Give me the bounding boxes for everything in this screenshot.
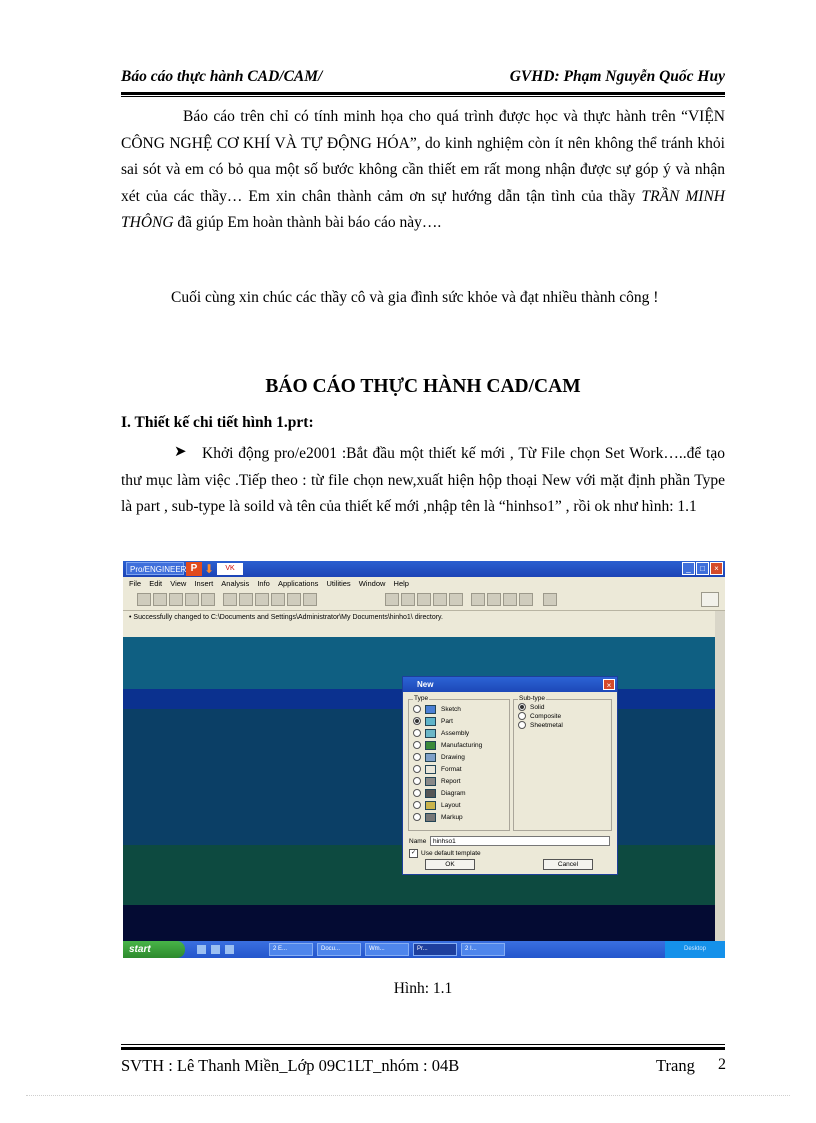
intro-text-a: Báo cáo trên chỉ có tính minh họa cho quá trình được học và thực hành trên “VIỆN CÔNG NGHỆ CƠ KHÍ VÀ TỰ ĐỘNG HÓA”, do kinh nghiệm còn ít nên không thể tránh khỏi sai sót và em có bỏ qua một số bước không cần thiết em rất mong nhận được sự góp ý và nhận xét của các thầy… Em xin chân thành cảm ơn sự hướng dẫn tận tình của thầy — [121, 108, 725, 205]
taskbar-item: 2 I... — [461, 943, 505, 956]
header-left: Báo cáo thực hành CAD/CAM/ — [121, 68, 323, 85]
taskbar-item: Docu... — [317, 943, 361, 956]
type-option: Part — [413, 716, 453, 727]
report-title: BÁO CÁO THỰC HÀNH CAD/CAM — [265, 376, 581, 397]
app-title: Pro/ENGINEER — [126, 562, 184, 575]
subtype-label: Sub-type — [519, 695, 546, 702]
footer-left: SVTH : Lê Thanh Miền_Lớp 09C1LT_nhóm : 04B — [121, 1056, 460, 1075]
taskbar-item: Wm... — [365, 943, 409, 956]
whats-this-icon — [543, 593, 557, 606]
datum-planes-icon — [471, 593, 485, 606]
header-rule-thick — [121, 92, 725, 95]
menu-info: Info — [257, 579, 270, 588]
quicklaunch-icon — [225, 945, 234, 954]
closing-paragraph: Cuối cùng xin chúc các thầy cô và gia đình sức khỏe và đạt nhiều thành công ! — [171, 289, 659, 306]
new-dialog — [402, 676, 618, 875]
type-option: Layout — [413, 800, 461, 811]
type-option: Drawing — [413, 752, 465, 763]
vk-label: VK — [217, 563, 243, 575]
type-option: Format — [413, 764, 462, 775]
wireframe-icon — [385, 593, 399, 606]
hidden-line-icon — [401, 593, 415, 606]
header-right: GVHD: Phạm Nguyễn Quốc Huy — [509, 68, 725, 85]
coord-sys-icon — [519, 593, 533, 606]
menu-bar — [123, 577, 725, 590]
print-icon — [201, 593, 215, 606]
menu-insert: Insert — [194, 579, 214, 588]
system-tray: Desktop — [665, 941, 725, 958]
quicklaunch-icon — [197, 945, 206, 954]
menu-help: Help — [393, 579, 409, 588]
menu-file: File — [129, 579, 142, 588]
dialog-title: New — [403, 677, 617, 692]
zoom-in-icon — [239, 593, 253, 606]
type-option: Diagram — [413, 788, 466, 799]
message-area: • Successfully changed to C:\Documents and Settings\Administrator\My Documents\hinho1\ directory. — [123, 611, 715, 637]
start-button: start — [123, 941, 185, 958]
subtype-option: Solid — [518, 702, 544, 713]
down-arrow-icon: ⬇ — [204, 562, 215, 576]
default-template-checkbox: ✓ Use default template — [410, 850, 481, 858]
dialog-close-icon: × — [603, 679, 615, 690]
taskbar — [123, 941, 725, 958]
type-option: Markup — [413, 812, 463, 823]
instructions-paragraph — [121, 441, 725, 521]
zoom-out-icon — [255, 593, 269, 606]
name-input: hinhso1 — [430, 836, 610, 846]
new-file-icon — [137, 593, 151, 606]
footer-page-label: Trang — [656, 1056, 695, 1075]
bullet-arrow-icon: ➤ — [174, 444, 187, 460]
page-number: 2 — [718, 1056, 726, 1073]
menu-edit: Edit — [149, 579, 163, 588]
page-break-line — [26, 1095, 790, 1096]
instructions-text: Khởi động pro/e2001 :Bắt đầu một thiết kế mới , Từ File chọn Set Work…..để tạo thư mục làm việc .Tiếp theo : từ file chọn new,xuất hiện hộp thoại New với mặt định phần Type là part , sub-type là soild và tên của thiết kế mới ,nhập tên là “hinhso1” , rồi ok như hình: 1.1 — [121, 445, 725, 515]
datum-points-icon — [503, 593, 517, 606]
menu-utilities: Utilities — [326, 579, 351, 588]
screenshot-figure — [123, 561, 725, 958]
orient-icon — [287, 593, 301, 606]
page-header — [121, 68, 725, 88]
name-label: Name — [409, 838, 427, 845]
taskbar-item: 2 E... — [269, 943, 313, 956]
intro-text-b: đã giúp Em hoàn thành bài báo cáo này…. — [173, 214, 442, 231]
shading-icon — [433, 593, 447, 606]
teacher-name: TRẦN MINH THÔNG — [121, 187, 725, 231]
app-title-bar — [123, 561, 725, 577]
maximize-icon: □ — [696, 562, 709, 575]
menu-applications: Applications — [277, 579, 319, 588]
right-tool-strip — [715, 611, 725, 941]
menu-view: View — [170, 579, 187, 588]
taskbar-item: Pr... — [413, 943, 457, 956]
type-group — [408, 695, 510, 831]
type-option: Report — [413, 776, 461, 787]
repaint-icon — [223, 593, 237, 606]
model-tree-icon — [449, 593, 463, 606]
pro-badge-icon: P — [186, 562, 202, 576]
save-icon — [169, 593, 183, 606]
save-as-icon — [185, 593, 199, 606]
refit-icon — [271, 593, 285, 606]
subtype-option: Sheetmetal — [518, 720, 563, 731]
toolbar — [123, 590, 725, 611]
subtype-group — [513, 695, 612, 831]
menu-window: Window — [358, 579, 386, 588]
menu-analysis: Analysis — [221, 579, 250, 588]
type-option: Manufacturing — [413, 740, 482, 751]
section-heading: I. Thiết kế chi tiết hình 1.prt: — [121, 414, 314, 431]
intro-paragraph — [121, 104, 725, 237]
no-hidden-icon — [417, 593, 431, 606]
footer-rule-thin — [121, 1044, 725, 1045]
footer-rule-thick — [121, 1047, 725, 1050]
saved-views-icon — [303, 593, 317, 606]
quicklaunch-icon — [211, 945, 220, 954]
pro-logo-icon — [701, 592, 719, 607]
open-file-icon — [153, 593, 167, 606]
ok-button: OK — [425, 859, 475, 870]
graphics-area-band — [123, 905, 715, 941]
header-rule-thin — [121, 96, 725, 97]
close-icon: × — [710, 562, 723, 575]
subtype-option: Composite — [518, 711, 561, 722]
minimize-icon: _ — [682, 562, 695, 575]
datum-axes-icon — [487, 593, 501, 606]
cancel-button: Cancel — [543, 859, 593, 870]
type-option: Assembly — [413, 728, 469, 739]
figure-caption: Hình: 1.1 — [393, 980, 453, 997]
type-option: Sketch — [413, 704, 461, 715]
type-label: Type — [414, 695, 429, 702]
